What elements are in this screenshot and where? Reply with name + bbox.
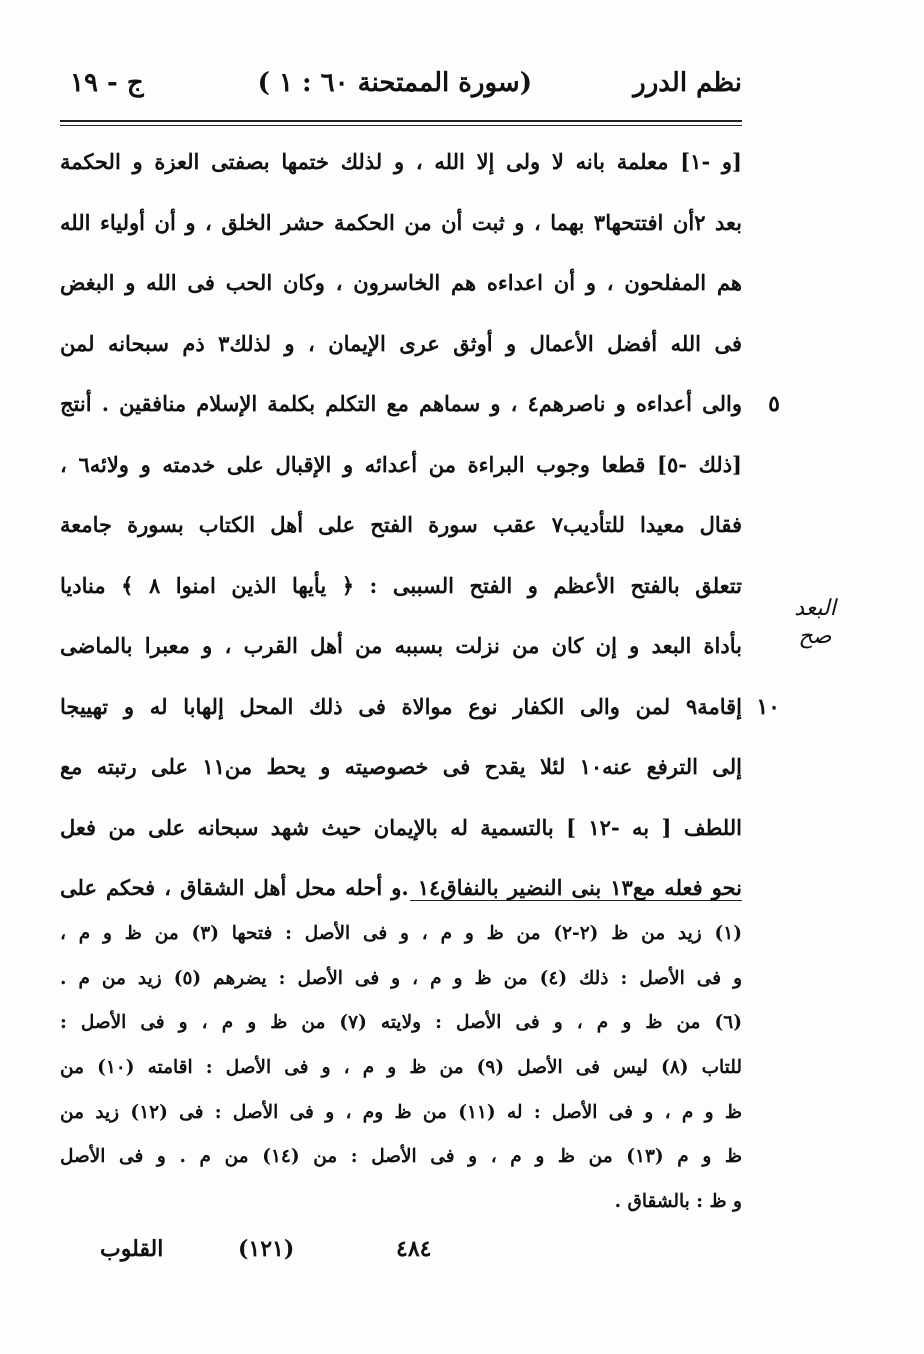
text-line: ٥ والى أعداءه و ناصرهم٤ ، و سماهم مع التكلم بكلمة الإسلام منافقين . أنتج bbox=[60, 374, 742, 435]
footnotes bbox=[60, 912, 742, 1225]
footer-page-number: ٤٨٤ bbox=[396, 1236, 432, 1262]
text-line: فقال معيدا للتأديب٧ عقب سورة الفتح على أهل الكتاب بسورة جامعة bbox=[60, 512, 742, 537]
footer-sheet-number: (١٢١) bbox=[238, 1236, 295, 1262]
footnote-separator bbox=[410, 900, 742, 901]
footer-section: القلوب bbox=[100, 1236, 164, 1262]
text-line: ١٠ إقامة٩ لمن والى الكفار نوع موالاة فى ذلك المحل إلهابا له و تهييجا bbox=[60, 677, 742, 738]
footnote-line: و فى الأصل : ذلك (٤) من ظ و م ، و فى الأصل : يضرهم (٥) زيد من م . bbox=[60, 967, 743, 989]
text-line: هم المفلحون ، و أن اعداءه هم الخاسرون ، وكان الحب فى الله و البغض bbox=[60, 270, 742, 295]
text-line: إلى الترفع عنه١٠ لئلا يقدح فى خصوصيته و يحط من١١ على رتبته مع bbox=[60, 754, 743, 779]
page-footer bbox=[60, 1236, 742, 1276]
text-line: [و -١] معلمة بانه لا ولى إلا الله ، و لذلك ختمها بصفتى العزة و الحكمة bbox=[60, 149, 742, 174]
text-line: [ذلك -٥] قطعا وجوب البراءة من أعدائه و الإقبال على خدمته و ولائه٦ ، bbox=[60, 451, 742, 477]
running-header bbox=[60, 60, 742, 106]
margin-annotation: البعد صح bbox=[794, 596, 836, 649]
text-line: تتعلق بالفتح الأعظم و الفتح السببى : ﴿ يأيها الذين امنوا ٨ ﴾ مناديا bbox=[60, 572, 742, 598]
header-rule-thin bbox=[60, 125, 742, 126]
footnote-line: (١) زيد من ظ (٢-٢) من ظ و م ، و فى الأصل : فتحها (٣) من ظ و م ، bbox=[60, 923, 742, 944]
text-line: فى الله أفضل الأعمال و أوثق عرى الإيمان ، و لذلك٣ ذم سبحانه لمن bbox=[60, 330, 742, 356]
footnote-line: ظ و م ، و فى الأصل : له (١١) من ظ وم ، و فى الأصل : فى (١٢) زيد من bbox=[60, 1101, 743, 1123]
header-rule bbox=[60, 120, 742, 122]
text-line: بعد ٢أن افتتحها٣ بهما ، و ثبت أن من الحكمة حشر الخلق ، و أن أولياء الله bbox=[60, 209, 743, 235]
text-line: نحو فعله مع١٣ بنى النضير بالنفاق١٤ .و أحله محل أهل الشقاق ، فحكم على bbox=[60, 875, 743, 900]
text-line: اللطف [ به -١٢ ] بالتسمية له بالإيمان حيث شهد سبحانه على من فعل bbox=[60, 814, 742, 840]
line-number: ٥ bbox=[768, 391, 780, 417]
line-number: ١٠ bbox=[756, 693, 780, 720]
book-title: نظم الدرر bbox=[633, 68, 742, 98]
text-line: بأداة البعد و إن كان من نزلت بسببه من أهل القرب ، و معبرا بالماضى bbox=[60, 633, 742, 658]
footnote-line: للتاب (٨) ليس فى الأصل (٩) من ظ و م ، و فى الأصل : اقامته (١٠) من bbox=[60, 1057, 743, 1079]
footnote-line: و ظ : بالشقاق . bbox=[614, 1191, 742, 1213]
footnote-line: (٦) من ظ و م ، و فى الأصل : ولايته (٧) من ظ و م ، و فى الأصل : bbox=[60, 1012, 742, 1034]
volume-number: ج - ١٩ bbox=[70, 68, 144, 98]
main-text bbox=[60, 132, 780, 919]
footnote-line: ظ و م (١٣) من ظ و م ، و فى الأصل : من (١٤) من م . و فى الأصل bbox=[60, 1146, 742, 1168]
surah-reference: (سورة الممتحنة ٦٠ : ١ ) bbox=[257, 68, 532, 98]
